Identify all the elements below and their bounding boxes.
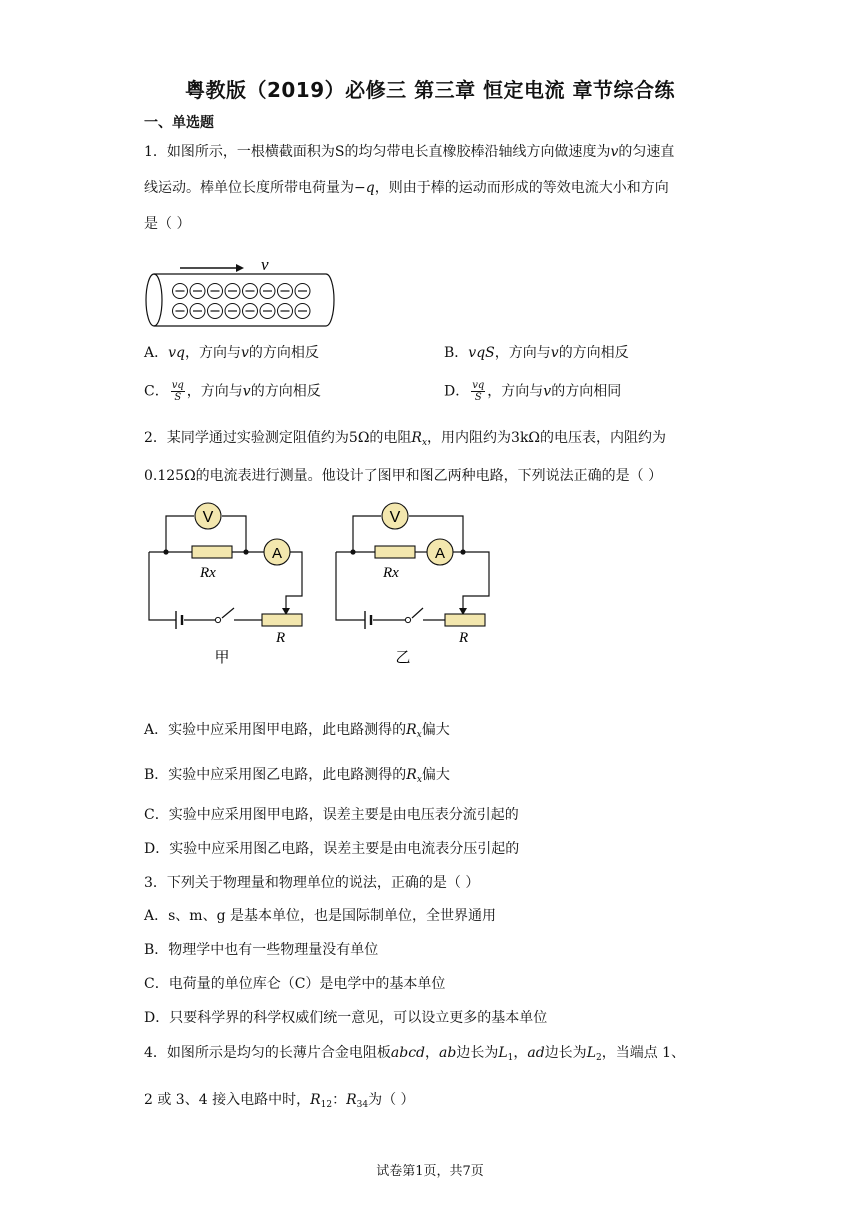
rod-end-right: [326, 274, 334, 326]
q4-line2: 2 或 3、4 接入电路中时，$R_{12}$：$R_{34}$为（ ）: [144, 1092, 415, 1110]
rheostat-r: [262, 614, 302, 626]
fraction: $\frac{vq}{S}$: [472, 380, 485, 403]
rod-end-left: [146, 274, 162, 326]
q1-option-c: C． $\frac{vq}{S}$ ，方向与v的方向相反: [144, 380, 321, 403]
ammeter-label: A: [434, 545, 446, 562]
q1-option-a: A．vq，方向与v的方向相反: [144, 345, 319, 361]
voltmeter-label: V: [202, 509, 214, 526]
q1-line2: [144, 178, 669, 198]
q3-stem: 3．下列关于物理量和物理单位的说法，正确的是（ ）: [144, 875, 480, 891]
section-heading: 一、单选题: [144, 115, 214, 131]
switch-contact: [405, 617, 410, 622]
q3-option-a: A．s、m、g 是基本单位，也是国际制单位，全世界通用: [144, 908, 496, 924]
q3-option-c: C．电荷量的单位库仑（C）是电学中的基本单位: [144, 976, 446, 992]
q4-line1: 4．如图所示是均匀的长薄片合金电阻板abcd，ab边长为$L_1$，ad边长为$L_2$，当端点 1、: [144, 1045, 686, 1063]
q2-line1: 2．某同学通过实验测定阻值约为5Ω的电阻$R_x$，用内阻约为3kΩ的电压表，内阻约为: [144, 430, 667, 448]
junction-dot: [163, 549, 168, 554]
page-title: 粤教版（2019）必修三 第三章 恒定电流 章节综合练: [184, 78, 676, 102]
rheostat-r: [445, 614, 485, 626]
q1-text-end: 的匀速直: [618, 144, 675, 160]
q1-v: v: [610, 144, 619, 160]
q1-line1: [144, 142, 674, 162]
figure-caption: 乙: [395, 648, 411, 666]
fig-v-label: v: [261, 255, 269, 274]
q3-option-d: D．只要科学界的科学权威们统一意见，可以设立更多的基本单位: [144, 1010, 548, 1026]
switch-contact: [215, 617, 220, 622]
q1-option-b: B．vqS，方向与v的方向相反: [444, 345, 629, 361]
rx-label: Rx: [200, 565, 216, 581]
q2-line2: 0.125Ω的电流表进行测量。他设计了图甲和图乙两种电路，下列说法正确的是（ ）: [144, 468, 663, 484]
resistor-rx: [375, 546, 415, 558]
junction-dot: [243, 549, 248, 554]
resistor-rx: [192, 546, 232, 558]
q1-charge: −q: [354, 180, 375, 196]
figure-caption: 甲: [214, 648, 230, 666]
circuit-diagram-yi: [333, 500, 513, 670]
voltmeter-label: V: [389, 509, 401, 526]
q2-option-a: A．实验中应采用图甲电路，此电路测得的$R_x$偏大: [144, 722, 450, 740]
q2-option-b: B．实验中应采用图乙电路，此电路测得的$R_x$偏大: [144, 767, 450, 785]
q1-text: 1．如图所示，一根横截面积为S的均匀带电长直橡胶棒沿轴线方向做速度为: [144, 144, 611, 160]
r-label: R: [459, 630, 469, 646]
page-footer: 试卷第1页，共7页: [376, 1164, 484, 1179]
q1-rod-figure: [140, 250, 340, 332]
q1-text2a: 线运动。棒单位长度所带电荷量为: [144, 180, 354, 196]
q1-option-d: D． $\frac{vq}{S}$ ，方向与v的方向相同: [444, 380, 622, 403]
q1-text2b: ，则由于棒的运动而形成的等效电流大小和方向: [374, 180, 669, 196]
negative-charges: [173, 284, 311, 319]
fraction: $\frac{vq}{S}$: [171, 380, 184, 403]
junction-dot: [460, 549, 465, 554]
r-label: R: [276, 630, 286, 646]
junction-dot: [350, 549, 355, 554]
q2-option-c: C．实验中应采用图甲电路，误差主要是由电压表分流引起的: [144, 807, 519, 823]
circuit-diagram-jia: [140, 500, 320, 670]
arrow-head-icon: [236, 264, 244, 272]
q2-option-d: D．实验中应采用图乙电路，误差主要是由电流表分压引起的: [144, 841, 520, 857]
rx-label: Rx: [383, 565, 399, 581]
q3-option-b: B．物理学中也有一些物理量没有单位: [144, 942, 379, 958]
ammeter-label: A: [271, 545, 283, 562]
q1-line3: 是（ ）: [144, 216, 191, 232]
